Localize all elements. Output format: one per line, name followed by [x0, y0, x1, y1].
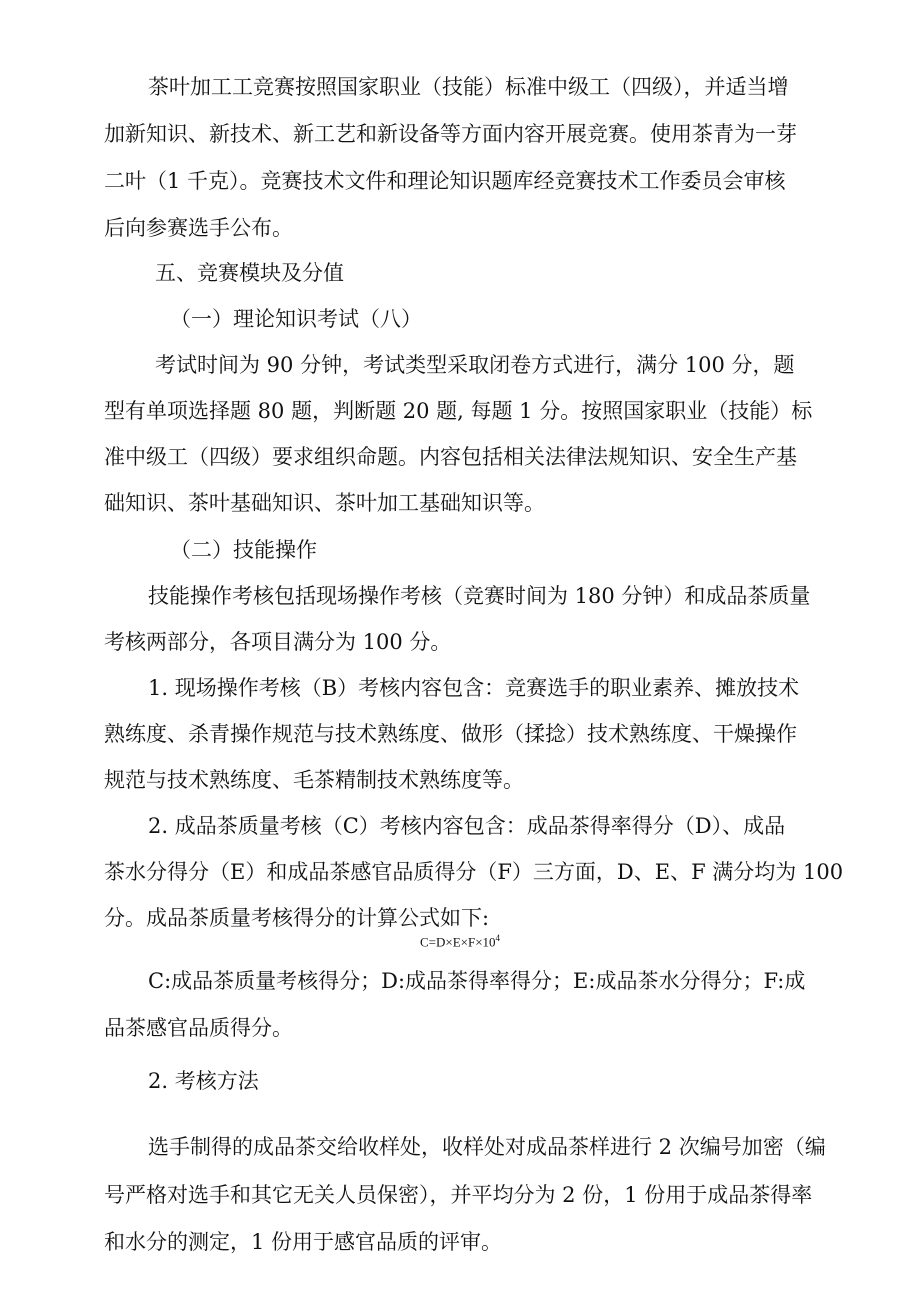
item1-line-1: 1. 现场操作考核（B）考核内容包含：竞赛选手的职业素养、摊放技术	[148, 676, 800, 700]
intro-line-4: 后向参赛选手公布。	[104, 216, 293, 240]
item1-line-2: 熟练度、杀青操作规范与技术熟练度、做形（揉捻）技术熟练度、干燥操作	[104, 722, 797, 746]
skill-line-1: 技能操作考核包括现场操作考核（竞赛时间为 180 分钟）和成品茶质量	[148, 584, 811, 608]
theory-line-4: 础知识、茶叶基础知识、茶叶加工基础知识等。	[104, 491, 545, 515]
subsection-heading-theory: （一）理论知识考试（八）	[170, 307, 422, 331]
item2-line-3: 分。成品茶质量考核得分的计算公式如下:	[104, 906, 490, 930]
section-heading: 五、竞赛模块及分值	[155, 261, 344, 285]
item2-line-2: 茶水分得分（E）和成品茶感官品质得分（F）三方面，D、E、F 满分均为 100	[104, 860, 844, 884]
formula-main: C=D×E×F×10	[419, 934, 496, 950]
skill-line-2: 考核两部分，各项目满分为 100 分。	[104, 630, 452, 654]
item2-line-1: 2. 成品茶质量考核（C）考核内容包含：成品茶得率得分（D）、成品	[148, 814, 786, 838]
method-line-2: 号严格对选手和其它无关人员保密），并平均分为 2 份，1 份用于成品茶得率	[104, 1183, 813, 1207]
theory-line-3: 准中级工（四级）要求组织命题。内容包括相关法律法规知识、安全生产基	[104, 445, 797, 469]
intro-line-3: 二叶（1 千克）。竞赛技术文件和理论知识题库经竞赛技术工作委员会审核	[104, 169, 786, 193]
formula	[0, 930, 920, 950]
subsection-heading-skill: （二）技能操作	[170, 538, 317, 562]
legend-line-1: C:成品茶质量考核得分；D:成品茶得率得分；E:成品茶水分得分；F:成	[148, 969, 806, 993]
theory-line-1: 考试时间为 90 分钟，考试类型采取闭卷方式进行，满分 100 分，题	[155, 353, 795, 377]
intro-line-1: 茶叶加工工竞赛按照国家职业（技能）标准中级工（四级），并适当增	[148, 75, 789, 99]
method-line-1: 选手制得的成品茶交给收样处，收样处对成品茶样进行 2 次编号加密（编	[148, 1135, 826, 1159]
method-line-3: 和水分的测定，1 份用于感官品质的评审。	[104, 1230, 503, 1254]
intro-line-2: 加新知识、新技术、新工艺和新设备等方面内容开展竞赛。使用茶青为一芽	[104, 122, 797, 146]
theory-line-2: 型有单项选择题 80 题，判断题 20 题, 每题 1 分。按照国家职业（技能）标	[104, 399, 813, 423]
legend-line-2: 品茶感官品质得分。	[104, 1016, 293, 1040]
method-heading: 2. 考核方法	[148, 1069, 259, 1093]
item1-line-3: 规范与技术熟练度、毛茶精制技术熟练度等。	[104, 768, 524, 792]
formula-exponent: 4	[495, 933, 501, 943]
